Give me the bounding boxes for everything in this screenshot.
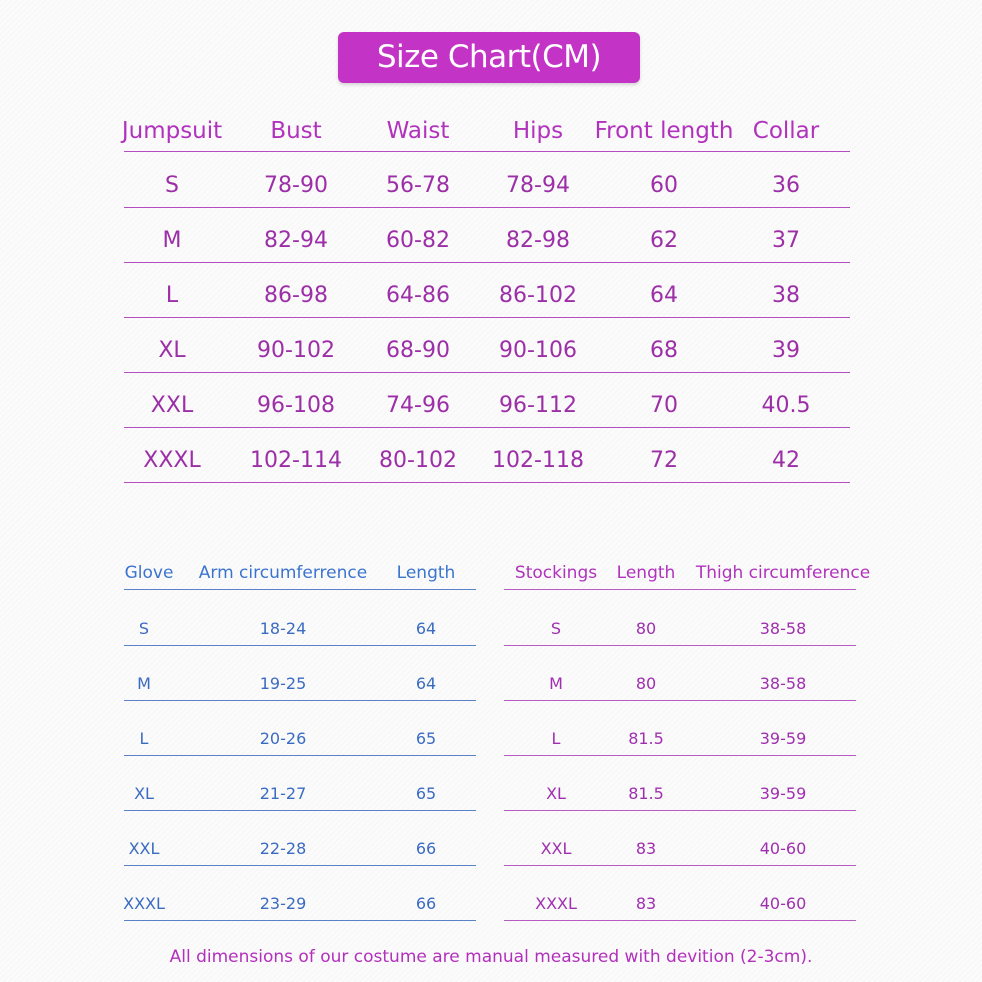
stockings-row-divider (504, 755, 856, 756)
glove-row-divider (124, 920, 476, 921)
stockings-row-xxl-thigh-circumference: 40-60 (759, 839, 807, 858)
jumpsuit-row-l-front-length: 64 (650, 283, 678, 308)
jumpsuit-row-divider (124, 317, 850, 318)
glove-row-l-arm-circumferrence: 20-26 (259, 729, 307, 748)
stockings-header-length: Length (616, 563, 676, 583)
glove-row-m-glove: M (137, 674, 151, 693)
jumpsuit-row-s-jumpsuit: S (165, 173, 179, 198)
glove-row-m-arm-circumferrence: 19-25 (259, 674, 307, 693)
glove-row-s-length: 64 (415, 619, 437, 638)
glove-row-xl-length: 65 (415, 784, 437, 803)
stockings-row-s-stockings: S (550, 619, 562, 638)
jumpsuit-row-s-bust: 78-90 (264, 173, 328, 198)
stockings-row-xxxl-length: 83 (635, 894, 657, 913)
jumpsuit-row-m-waist: 60-82 (386, 228, 450, 253)
glove-row-divider (124, 645, 476, 646)
jumpsuit-header-hips: Hips (512, 118, 564, 144)
jumpsuit-header-bust: Bust (270, 118, 322, 144)
stockings-row-l-length: 81.5 (628, 729, 664, 748)
jumpsuit-row-xl-bust: 90-102 (257, 338, 335, 363)
stockings-row-divider (504, 810, 856, 811)
jumpsuit-row-l-waist: 64-86 (386, 283, 450, 308)
glove-row-xxl-length: 66 (415, 839, 437, 858)
glove-row-divider (124, 810, 476, 811)
jumpsuit-row-m-front-length: 62 (650, 228, 678, 253)
glove-row-divider (124, 755, 476, 756)
size-chart-title: Size Chart(CM) (338, 32, 640, 83)
glove-row-l-glove: L (139, 729, 149, 748)
jumpsuit-header-collar: Collar (752, 118, 820, 144)
stockings-row-xl-thigh-circumference: 39-59 (759, 784, 807, 803)
glove-row-xxxl-arm-circumferrence: 23-29 (259, 894, 307, 913)
glove-header-glove: Glove (124, 563, 174, 583)
stockings-header-stockings: Stockings (514, 563, 598, 583)
glove-header-divider (124, 589, 476, 590)
jumpsuit-row-s-front-length: 60 (650, 173, 678, 198)
glove-row-divider (124, 865, 476, 866)
stockings-header-divider (504, 589, 856, 590)
jumpsuit-row-divider (124, 482, 850, 483)
jumpsuit-row-s-hips: 78-94 (506, 173, 570, 198)
jumpsuit-row-xl-collar: 39 (772, 338, 800, 363)
glove-row-xxxl-length: 66 (415, 894, 437, 913)
jumpsuit-row-xxl-bust: 96-108 (257, 393, 335, 418)
jumpsuit-row-xl-hips: 90-106 (499, 338, 577, 363)
jumpsuit-row-xl-jumpsuit: XL (158, 338, 186, 363)
glove-row-m-length: 64 (415, 674, 437, 693)
stockings-row-divider (504, 920, 856, 921)
glove-row-xxl-arm-circumferrence: 22-28 (259, 839, 307, 858)
jumpsuit-row-xxxl-waist: 80-102 (379, 448, 457, 473)
jumpsuit-header-jumpsuit: Jumpsuit (121, 118, 223, 144)
stockings-row-xl-length: 81.5 (628, 784, 664, 803)
stockings-row-m-length: 80 (635, 674, 657, 693)
jumpsuit-row-xxl-collar: 40.5 (761, 393, 811, 418)
jumpsuit-row-divider (124, 427, 850, 428)
jumpsuit-row-xl-waist: 68-90 (386, 338, 450, 363)
stockings-row-xxxl-thigh-circumference: 40-60 (759, 894, 807, 913)
glove-row-s-glove: S (138, 619, 150, 638)
jumpsuit-row-m-hips: 82-98 (506, 228, 570, 253)
jumpsuit-row-l-bust: 86-98 (264, 283, 328, 308)
jumpsuit-row-s-collar: 36 (772, 173, 800, 198)
stockings-row-xxl-length: 83 (635, 839, 657, 858)
stockings-row-s-length: 80 (635, 619, 657, 638)
glove-row-divider (124, 700, 476, 701)
jumpsuit-row-s-waist: 56-78 (386, 173, 450, 198)
jumpsuit-row-divider (124, 372, 850, 373)
jumpsuit-row-divider (124, 262, 850, 263)
jumpsuit-row-xxl-front-length: 70 (650, 393, 678, 418)
stockings-row-m-stockings: M (549, 674, 563, 693)
jumpsuit-row-m-bust: 82-94 (264, 228, 328, 253)
jumpsuit-row-l-collar: 38 (772, 283, 800, 308)
jumpsuit-row-xxxl-collar: 42 (772, 448, 800, 473)
stockings-row-l-stockings: L (551, 729, 561, 748)
jumpsuit-header-waist: Waist (386, 118, 450, 144)
glove-row-xxxl-glove: XXXL (123, 894, 165, 913)
jumpsuit-header-front-length: Front length (594, 118, 734, 144)
stockings-row-xxxl-stockings: XXXL (535, 894, 577, 913)
jumpsuit-row-divider (124, 207, 850, 208)
stockings-row-xxl-stockings: XXL (540, 839, 572, 858)
stockings-row-s-thigh-circumference: 38-58 (759, 619, 807, 638)
stockings-row-xl-stockings: XL (546, 784, 566, 803)
jumpsuit-row-xl-front-length: 68 (650, 338, 678, 363)
glove-row-xl-glove: XL (134, 784, 154, 803)
stockings-row-divider (504, 645, 856, 646)
jumpsuit-row-m-collar: 37 (772, 228, 800, 253)
jumpsuit-row-xxl-hips: 96-112 (499, 393, 577, 418)
stockings-row-l-thigh-circumference: 39-59 (759, 729, 807, 748)
jumpsuit-row-m-jumpsuit: M (162, 228, 182, 253)
stockings-row-divider (504, 700, 856, 701)
glove-header-arm-circumferrence: Arm circumferrence (198, 563, 368, 583)
stockings-header-thigh-circumference: Thigh circumference (695, 563, 871, 583)
stockings-row-m-thigh-circumference: 38-58 (759, 674, 807, 693)
glove-row-l-length: 65 (415, 729, 437, 748)
jumpsuit-row-l-jumpsuit: L (165, 283, 179, 308)
glove-row-s-arm-circumferrence: 18-24 (259, 619, 307, 638)
measurement-footnote: All dimensions of our costume are manual measured with devition (2-3cm). (169, 947, 813, 967)
glove-header-length: Length (396, 563, 456, 583)
jumpsuit-row-xxxl-jumpsuit: XXXL (143, 448, 201, 473)
jumpsuit-row-xxxl-front-length: 72 (650, 448, 678, 473)
glove-row-xxl-glove: XXL (128, 839, 160, 858)
jumpsuit-row-l-hips: 86-102 (499, 283, 577, 308)
jumpsuit-header-divider (124, 151, 850, 152)
glove-row-xl-arm-circumferrence: 21-27 (259, 784, 307, 803)
jumpsuit-row-xxl-jumpsuit: XXL (150, 393, 194, 418)
jumpsuit-row-xxxl-hips: 102-118 (492, 448, 584, 473)
stockings-row-divider (504, 865, 856, 866)
jumpsuit-row-xxl-waist: 74-96 (386, 393, 450, 418)
jumpsuit-row-xxxl-bust: 102-114 (250, 448, 342, 473)
